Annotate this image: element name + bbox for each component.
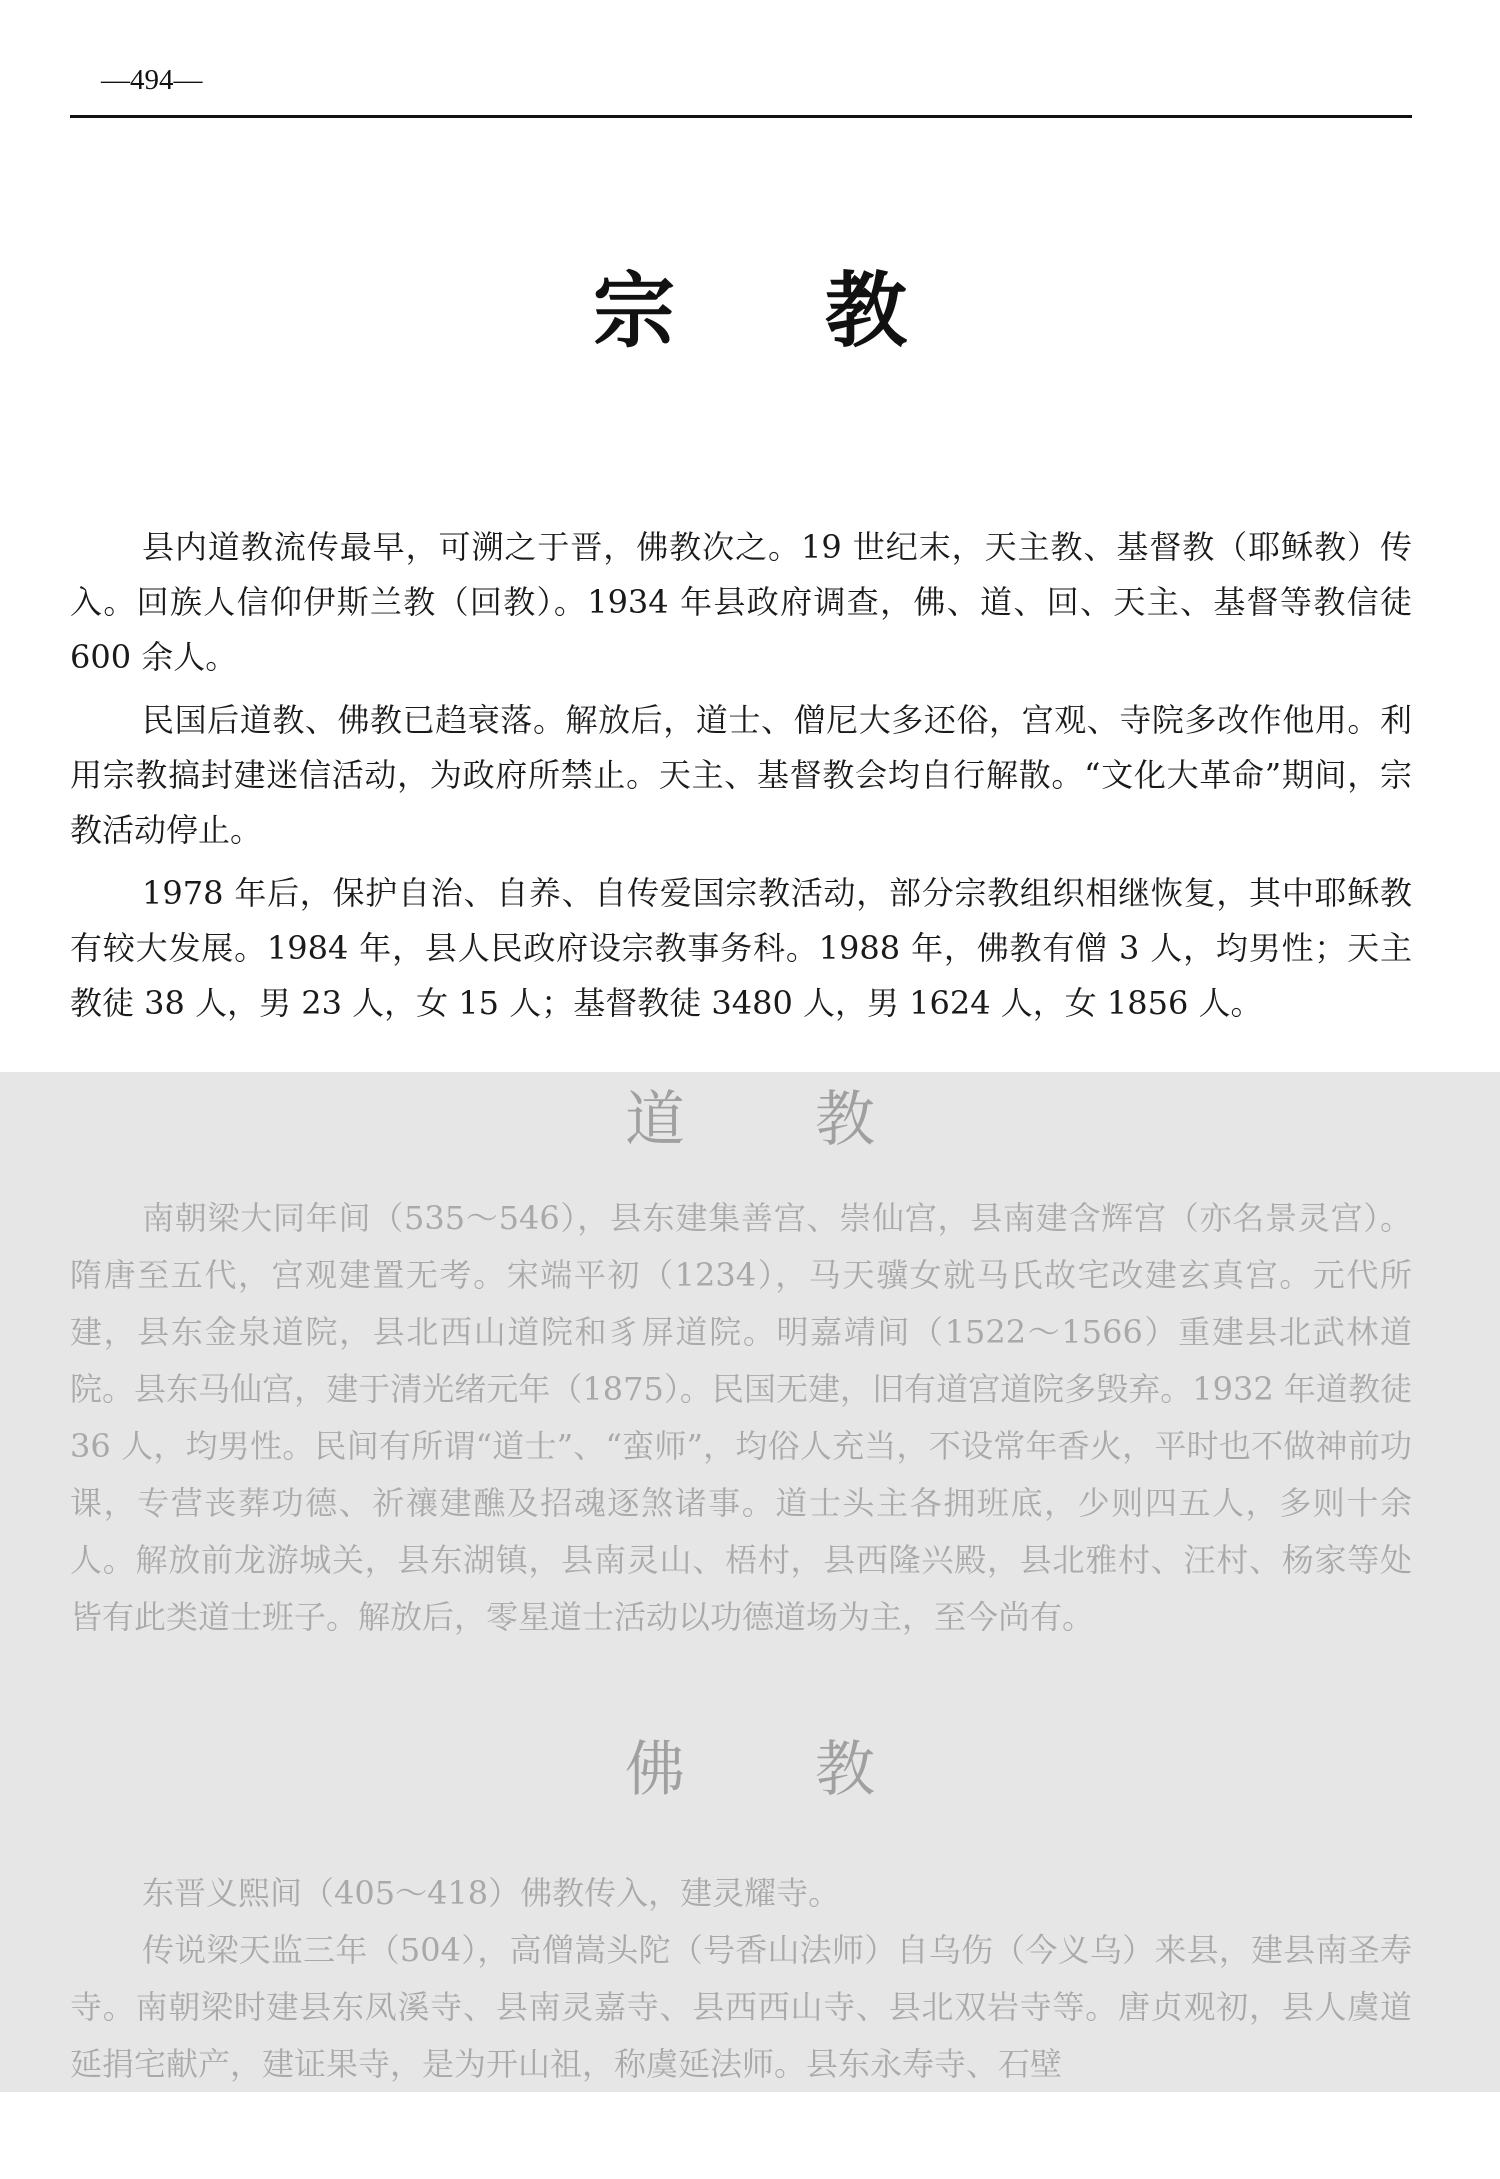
intro-paragraph: 民国后道教、佛教已趋衰落。解放后，道士、僧尼大多还俗，宫观、寺院多改作他用。利用宗教搞封建迷信活动，为政府所禁止。天主、基督教会均自行解散。“文化大革命”期间，宗教活动停止。: [70, 701, 1412, 849]
header-rule: [70, 115, 1412, 118]
buddhism-paragraph: 传说梁天监三年（504），高僧嵩头陀（号香山法师）自乌伤（今义乌）来县，建县南圣寿寺。南朝梁时建县东凤溪寺、县南灵嘉寺、县西西山寺、县北双岩寺等。唐贞观初，县人虞道延捐宅献产，建证果寺，是为开山祖，称虞延法师。县东永寿寺、石壁: [70, 1931, 1412, 2083]
intro-paragraph: 1978 年后，保护自治、自养、自传爱国宗教活动，部分宗教组织相继恢复，其中耶稣教有较大发展。1984 年，县人民政府设宗教事务科。1988 年，佛教有僧 3 人，均男性；天主教徒 38 人，男 23 人，女 15 人；基督教徒 3480 人，男 1624 人，女 1856 人。: [70, 874, 1412, 1022]
section-body-taoism: [70, 1190, 1412, 1646]
page-title: 宗教: [592, 264, 1057, 359]
taoism-paragraph: 南朝梁大同年间（535～546），县东建集善宫、崇仙宫，县南建含辉宫（亦名景灵宫）。隋唐至五代，宫观建置无考。宋端平初（1234），马天骥女就马氏故宅改建玄真宫。元代所建，县东金泉道院，县北西山道院和豸屏道院。明嘉靖间（1522～1566）重建县北武林道院。县东马仙宫，建于清光绪元年（1875）。民国无建，旧有道宫道院多毁弃。1932 年道教徒 36 人，均男性。民间有所谓“道士”、“蛮师”，均俗人充当，不设常年香火，平时也不做神前功课，专营丧葬功德、祈禳建醮及招魂逐煞诸事。道士头主各拥班底，少则四五人，多则十余人。解放前龙游城关，县东湖镇，县南灵山、梧村，县西隆兴殿，县北雅村、汪村、杨家等处皆有此类道士班子。解放后，零星道士活动以功德道场为主，至今尚有。: [70, 1199, 1412, 1636]
page-number: —494—: [101, 64, 203, 96]
section-title-taoism: 道教: [625, 1085, 1005, 1155]
intro-paragraph: 县内道教流传最早，可溯之于晋，佛教次之。19 世纪末，天主教、基督教（耶稣教）传入。回族人信仰伊斯兰教（回教）。1934 年县政府调查，佛、道、回、天主、基督等教信徒 600 余人。: [70, 528, 1412, 676]
intro-section: [70, 520, 1412, 1039]
buddhism-paragraph: 东晋义熙间（405～418）佛教传入，建灵耀寺。: [142, 1874, 841, 1912]
section-title-buddhism: 佛教: [625, 1735, 1005, 1805]
section-body-buddhism: [70, 1865, 1412, 2093]
